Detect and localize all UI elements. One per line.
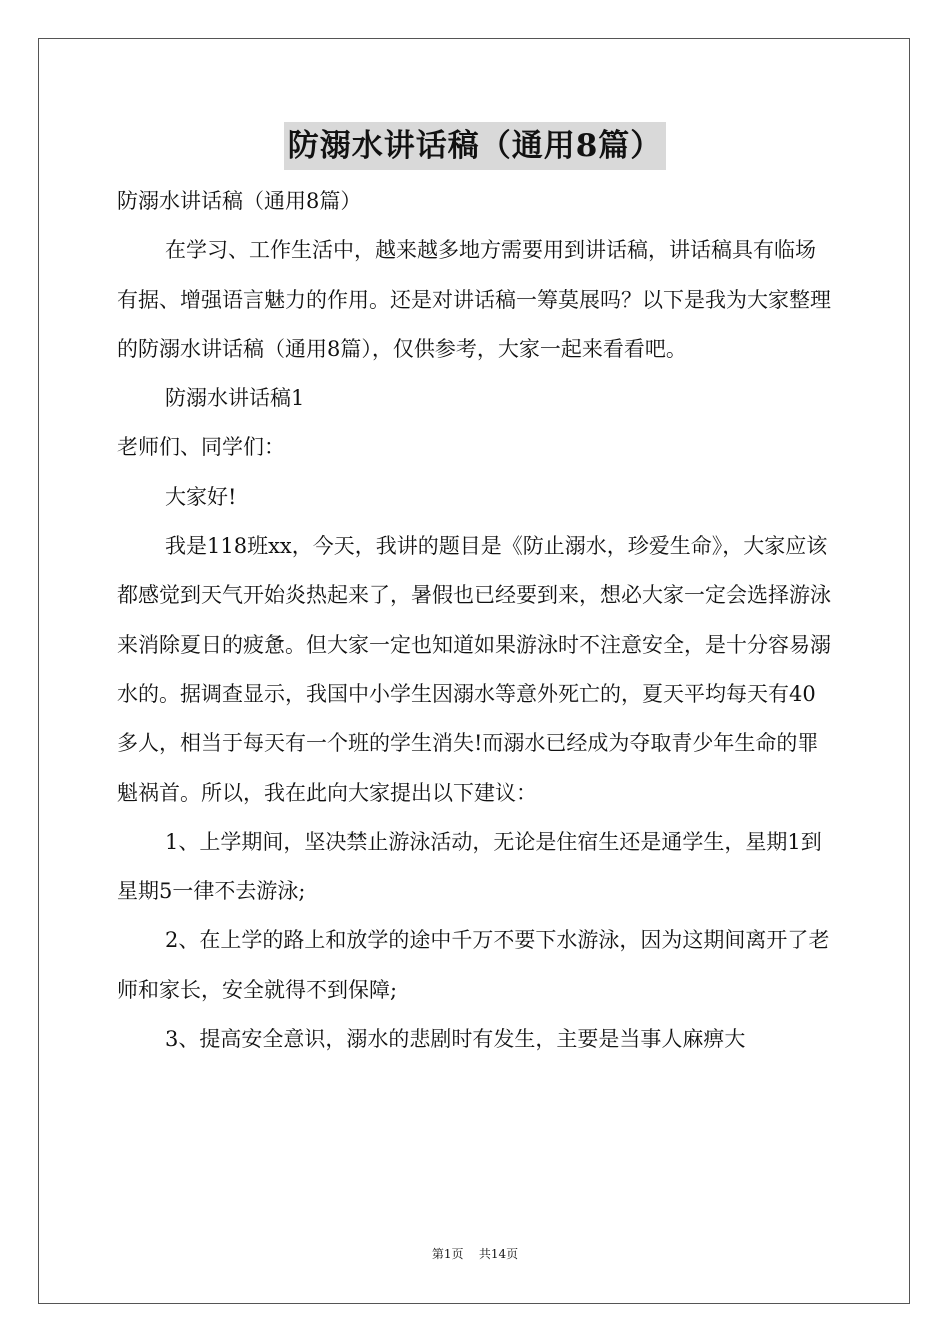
- page-number: 第1页: [431, 1247, 464, 1261]
- salutation: 老师们、同学们：: [117, 435, 285, 460]
- paragraph: 在学习、工作生活中，越来越多地方需要用到讲话稿，讲话稿具有临场有据、增强语言魅力的作用。还是对讲话稿一筹莫展吗？以下是我为大家整理的防溺水讲话稿（通用8篇），仅供参考，大家一起来看看吧。: [117, 238, 831, 361]
- page-footer: [0, 1245, 950, 1262]
- section-heading: 防溺水讲话稿1: [165, 386, 305, 411]
- title-area: [0, 122, 950, 170]
- list-item: 3、提高安全意识，溺水的悲剧时有发生，主要是当事人麻痹大: [165, 1027, 746, 1052]
- document-body: [117, 177, 833, 1064]
- list-item: 2、在上学的路上和放学的途中千万不要下水游泳，因为这期间离开了老师和家长，安全就得不到保障;: [117, 928, 830, 1002]
- paragraph: 我是118班xx，今天，我讲的题目是《防止溺水，珍爱生命》，大家应该都感觉到天气开始炎热起来了，暑假也已经要到来，想必大家一定会选择游泳来消除夏日的疲惫。但大家一定也知道如果游泳时不注意安全，是十分容易溺水的。据调查显示，我国中小学生因溺水等意外死亡的，夏天平均每天有40多人，相当于每天有一个班的学生消失!而溺水已经成为夺取青少年生命的罪魁祸首。所以，我在此向大家提出以下建议：: [117, 534, 831, 805]
- list-item: 1、上学期间，坚决禁止游泳活动，无论是住宿生还是通学生，星期1到星期5一律不去游泳;: [117, 829, 822, 904]
- document-title: 防溺水讲话稿（通用8篇）: [284, 122, 667, 170]
- paragraph: 防溺水讲话稿（通用8篇）: [117, 189, 362, 213]
- page-total: 共14页: [478, 1247, 519, 1261]
- greeting: 大家好!: [165, 484, 237, 509]
